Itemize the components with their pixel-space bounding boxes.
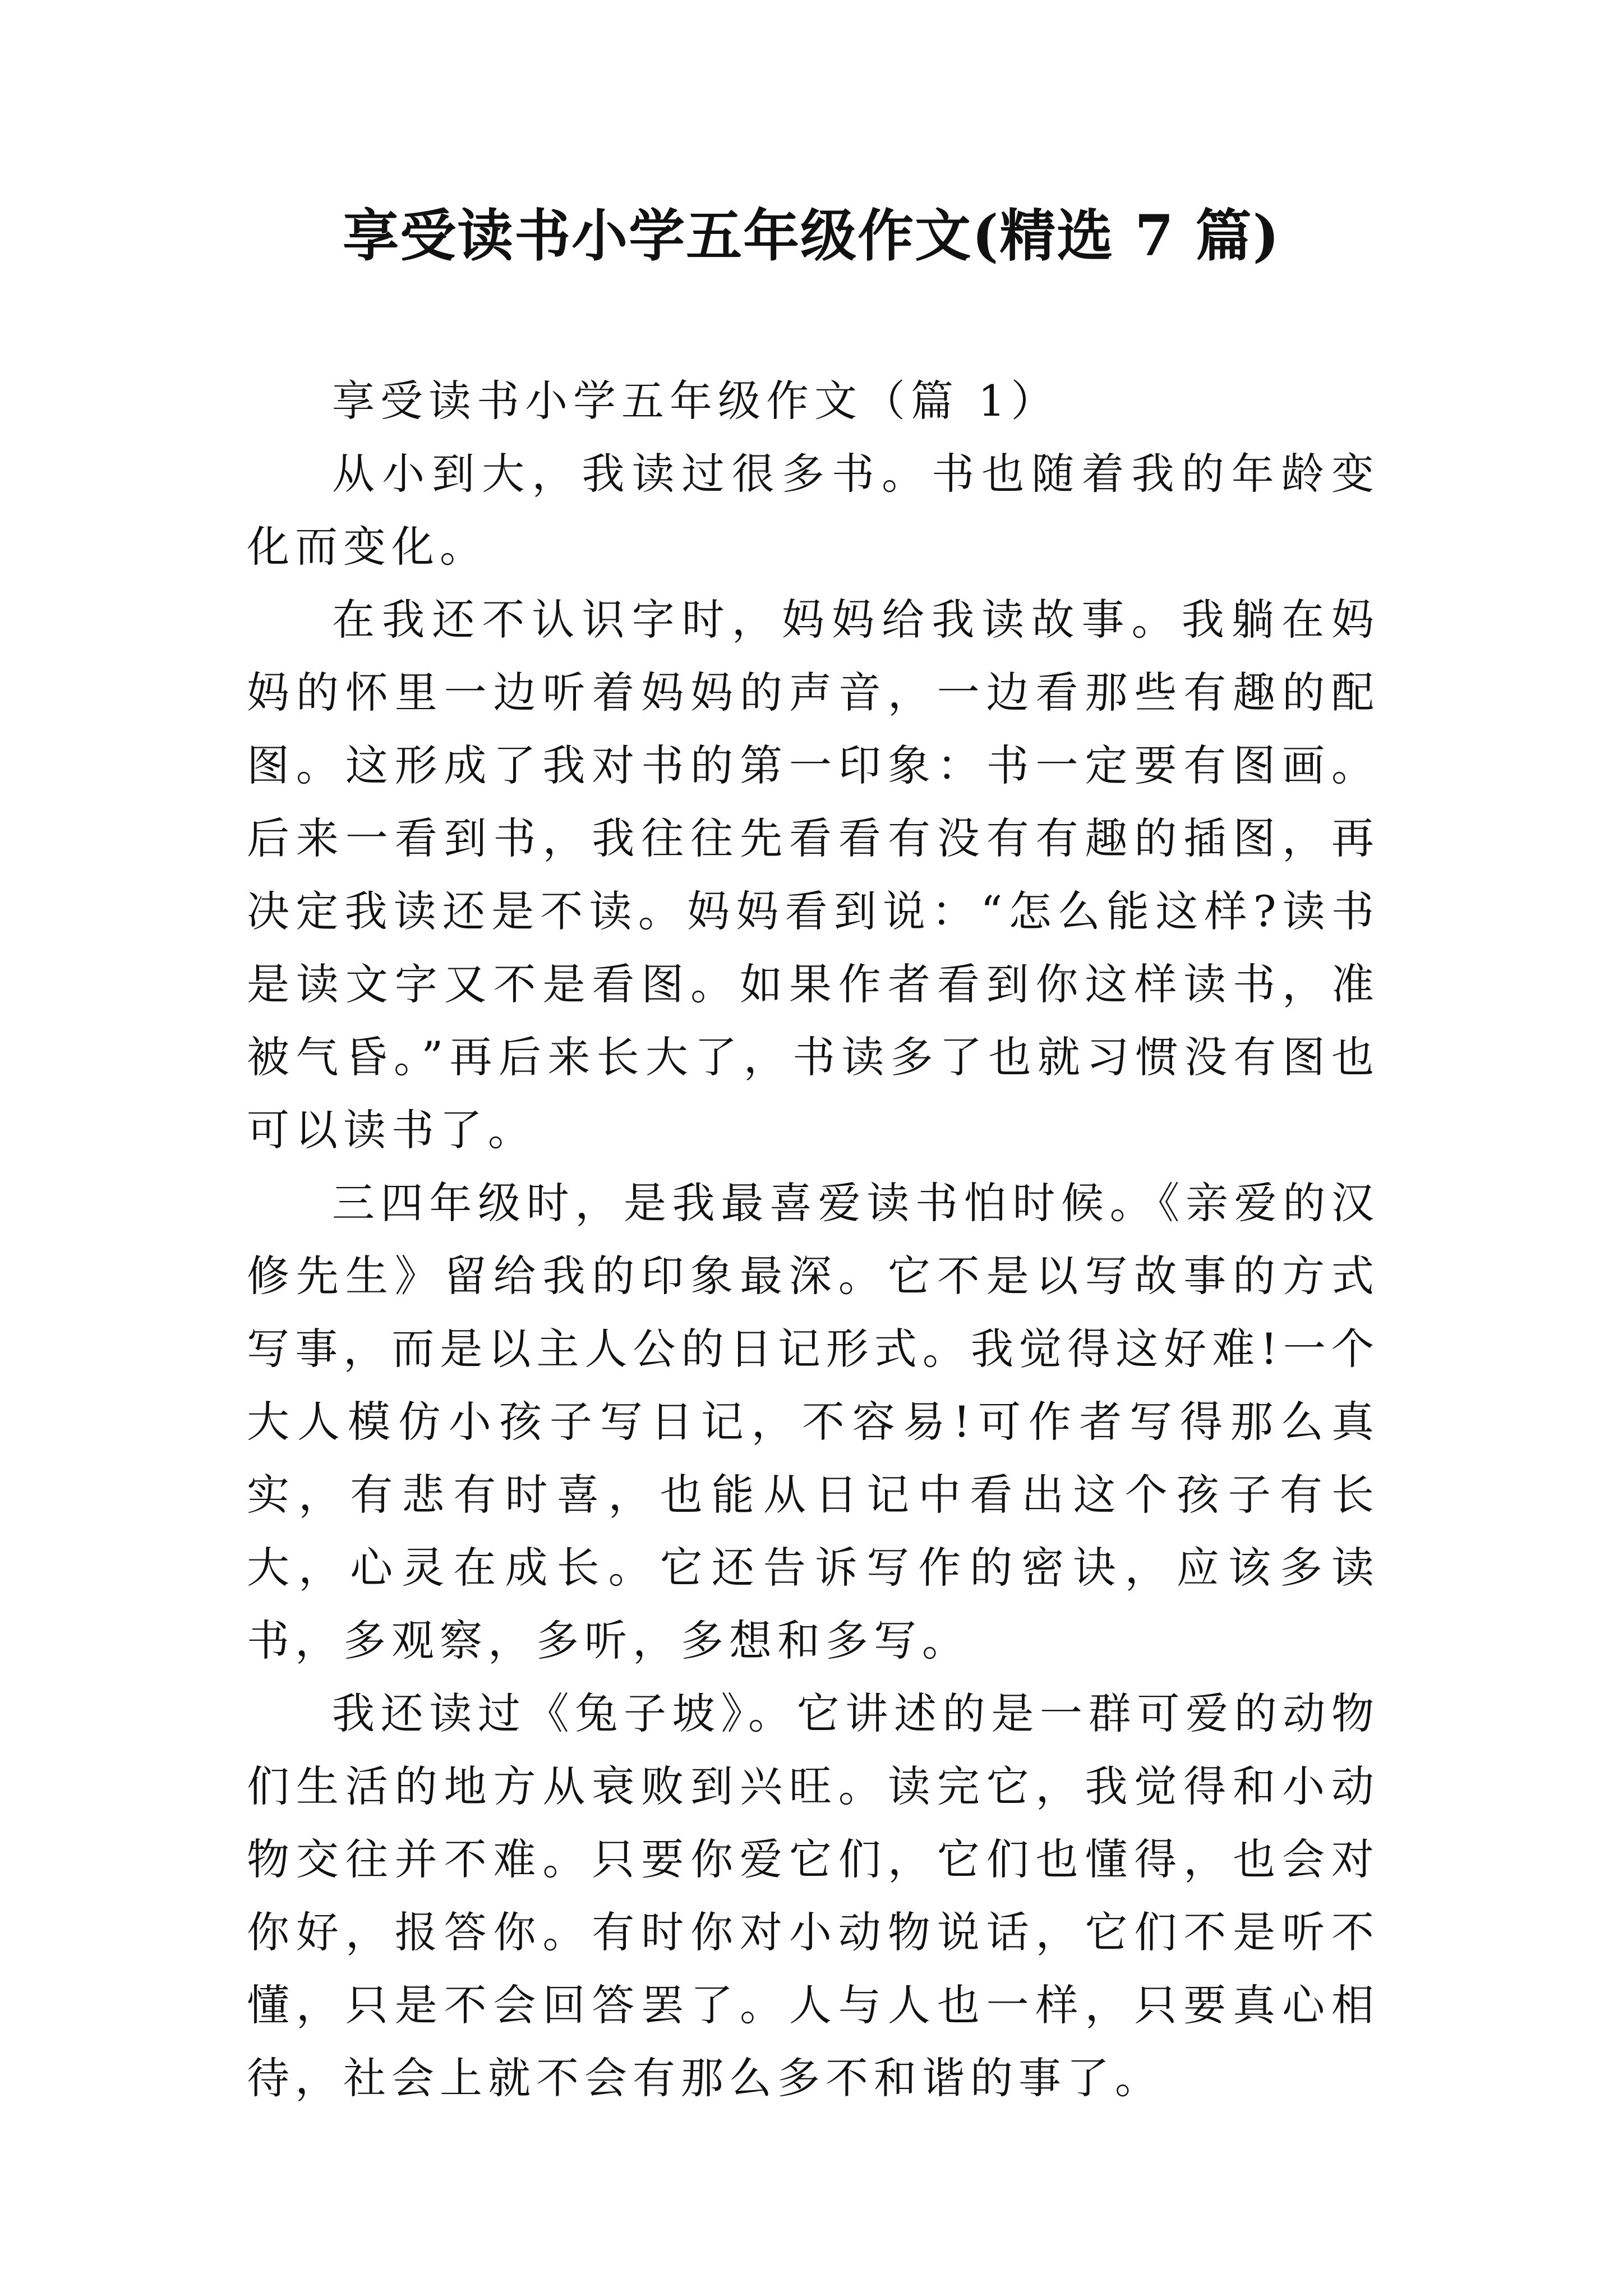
paragraph: 从小到大，我读过很多书。书也随着我的年龄变化而变化。 xyxy=(247,449,1380,572)
paragraph: 在我还不认识字时，妈妈给我读故事。我躺在妈妈的怀里一边听着妈妈的声音，一边看那些有趣的配图。这形成了我对书的第一印象：书一定要有图画。后来一看到书，我往往先看看有没有有趣的插图，再决定我读还是不读。妈妈看到说：“怎么能这样?读书是读文字又不是看图。如果作者看到你这样读书，准被气昏。”再后来长大了，书读多了也就习惯没有图也可以读书了。 xyxy=(247,595,1380,1155)
document-body xyxy=(247,365,1380,2115)
section-heading: 享受读书小学五年级作文（篇 1） xyxy=(332,376,1059,426)
paragraph: 我还读过《兔子坡》。它讲述的是一群可爱的动物们生活的地方从衰败到兴旺。读完它，我觉得和小动物交往并不难。只要你爱它们，它们也懂得，也会对你好，报答你。有时你对小动物说话，它们不是听不懂，只是不会回答罢了。人与人也一样，只要真心相待，社会上就不会有那么多不和谐的事了。 xyxy=(247,1688,1380,2103)
document-title: 享受读书小学五年级作文(精选 7 篇) xyxy=(343,203,1280,269)
paragraph: 三四年级时，是我最喜爱读书怕时候。《亲爱的汉修先生》留给我的印象最深。它不是以写故事的方式写事，而是以主人公的日记形式。我觉得这好难!一个大人模仿小孩子写日记，不容易!可作者写得那么真实，有悲有时喜，也能从日记中看出这个孩子有长大，心灵在成长。它还告诉写作的密诀，应该多读书，多观察，多听，多想和多写。 xyxy=(247,1178,1380,1665)
